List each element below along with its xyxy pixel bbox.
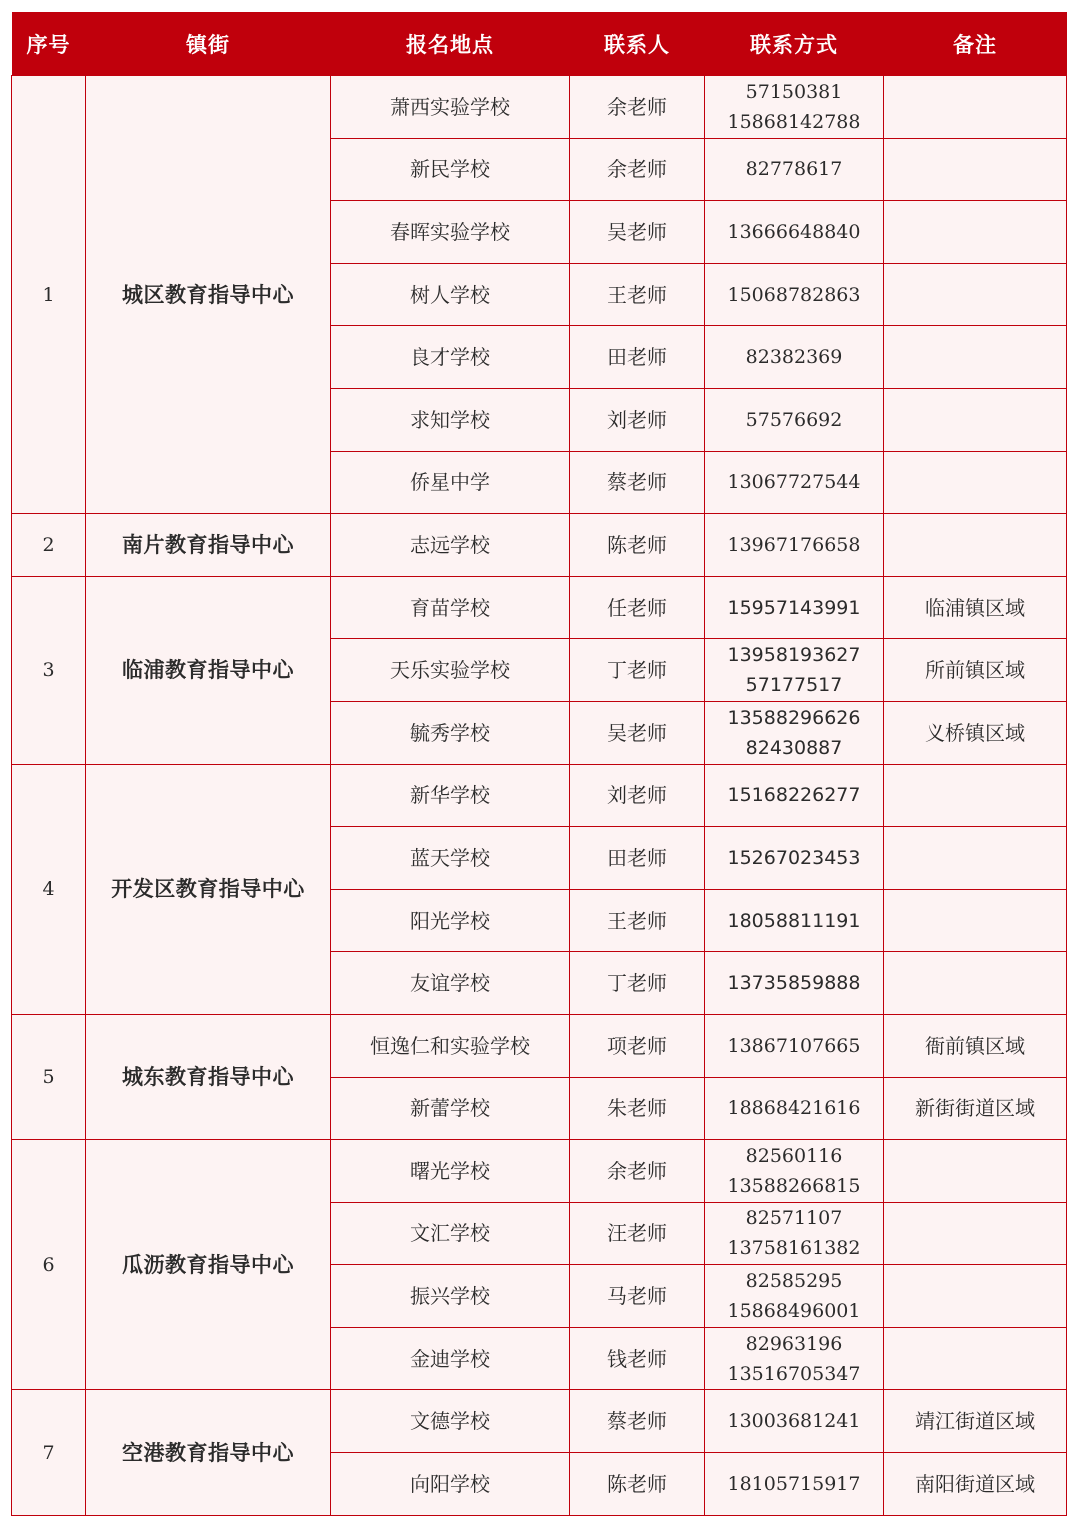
row-index: 7 [12,1390,86,1515]
contact-cell: 王老师 [570,263,705,326]
phone-cell [705,451,884,514]
contact-cell: 余老师 [570,76,705,139]
note-cell [884,388,1067,451]
contact-cell: 蔡老师 [570,1390,705,1453]
school-cell: 天乐实验学校 [331,639,570,702]
phone-number: 82585295 [745,1270,843,1293]
school-cell: 春晖实验学校 [331,201,570,264]
school-cell: 志远学校 [331,514,570,577]
phone-number: 15868142788 [727,110,861,133]
phone-cell [705,889,884,952]
phone-cell [705,326,884,389]
note-cell [884,889,1067,952]
phone-number: 15957143991 [727,596,861,619]
note-cell [884,952,1067,1015]
phone-cell [705,1327,884,1390]
phone-number: 15868496001 [727,1300,861,1323]
phone-cell [705,1014,884,1077]
phone-cell [705,639,884,702]
school-cell: 金迪学校 [331,1327,570,1390]
note-cell: 所前镇区域 [884,639,1067,702]
contact-cell: 刘老师 [570,764,705,827]
town-cell: 城东教育指导中心 [86,1014,331,1139]
contact-cell: 吴老师 [570,701,705,764]
school-cell: 树人学校 [331,263,570,326]
school-cell: 萧西实验学校 [331,76,570,139]
phone-cell [705,76,884,139]
phone-number: 13867107665 [727,1034,861,1057]
phone-number: 57576692 [745,408,843,431]
phone-number: 82963196 [745,1332,843,1355]
note-cell [884,201,1067,264]
table-header [12,12,1067,76]
note-cell: 衙前镇区域 [884,1014,1067,1077]
phone-number: 13067727544 [727,471,861,494]
phone-number: 13588266815 [727,1174,861,1197]
table-row [12,764,1067,827]
contact-cell: 王老师 [570,889,705,952]
phone-number: 18105715917 [727,1472,861,1495]
row-index: 6 [12,1140,86,1390]
contact-cell: 马老师 [570,1265,705,1328]
phone-cell [705,1265,884,1328]
contact-cell: 汪老师 [570,1202,705,1265]
phone-number: 18868421616 [727,1097,861,1120]
town-cell: 南片教育指导中心 [86,514,331,577]
phone-cell [705,1453,884,1516]
contact-cell: 钱老师 [570,1327,705,1390]
header-phone: 联系方式 [705,12,884,76]
school-cell: 新民学校 [331,138,570,201]
phone-cell [705,1140,884,1203]
table-row [12,1140,1067,1203]
school-cell: 振兴学校 [331,1265,570,1328]
contact-cell: 项老师 [570,1014,705,1077]
contact-cell: 吴老师 [570,201,705,264]
note-cell: 靖江街道区域 [884,1390,1067,1453]
phone-cell [705,576,884,639]
note-cell: 临浦镇区域 [884,576,1067,639]
note-cell [884,514,1067,577]
contact-cell: 田老师 [570,827,705,890]
phone-number: 13967176658 [727,533,861,556]
contact-cell: 丁老师 [570,952,705,1015]
phone-number: 15168226277 [727,784,861,807]
phone-number: 82430887 [745,736,843,759]
row-index: 2 [12,514,86,577]
table-row [12,76,1067,139]
header-location: 报名地点 [331,12,570,76]
phone-cell [705,1202,884,1265]
town-cell: 城区教育指导中心 [86,76,331,514]
phone-number: 82382369 [745,346,843,369]
school-cell: 新华学校 [331,764,570,827]
school-cell: 求知学校 [331,388,570,451]
note-cell [884,326,1067,389]
note-cell [884,76,1067,139]
contact-cell: 余老师 [570,138,705,201]
contact-cell: 田老师 [570,326,705,389]
table-row [12,576,1067,639]
header-town: 镇街 [86,12,331,76]
phone-cell [705,1077,884,1140]
note-cell [884,827,1067,890]
school-cell: 新蕾学校 [331,1077,570,1140]
contact-cell: 蔡老师 [570,451,705,514]
phone-number: 15267023453 [727,846,861,869]
phone-number: 82778617 [745,158,843,181]
phone-number: 82560116 [745,1144,843,1167]
contact-cell: 陈老师 [570,1453,705,1516]
school-cell: 文德学校 [331,1390,570,1453]
school-cell: 文汇学校 [331,1202,570,1265]
note-cell [884,263,1067,326]
table-body [12,76,1067,1516]
header-contact: 联系人 [570,12,705,76]
phone-cell [705,952,884,1015]
school-cell: 曙光学校 [331,1140,570,1203]
table-row [12,1390,1067,1453]
phone-cell [705,201,884,264]
school-cell: 育苗学校 [331,576,570,639]
phone-cell [705,764,884,827]
contact-cell: 任老师 [570,576,705,639]
contact-cell: 朱老师 [570,1077,705,1140]
school-cell: 阳光学校 [331,889,570,952]
phone-cell [705,514,884,577]
row-index: 1 [12,76,86,514]
phone-number: 13666648840 [727,220,861,243]
note-cell [884,138,1067,201]
note-cell [884,451,1067,514]
phone-number: 57150381 [745,80,843,103]
row-index: 4 [12,764,86,1014]
town-cell: 瓜沥教育指导中心 [86,1140,331,1390]
phone-cell [705,388,884,451]
school-cell: 友谊学校 [331,952,570,1015]
school-cell: 良才学校 [331,326,570,389]
town-cell: 临浦教育指导中心 [86,576,331,764]
town-cell: 空港教育指导中心 [86,1390,331,1515]
phone-number: 13735859888 [727,972,861,995]
school-cell: 毓秀学校 [331,701,570,764]
table-row [12,1014,1067,1077]
note-cell: 南阳街道区域 [884,1453,1067,1516]
phone-cell [705,138,884,201]
phone-number: 13003681241 [727,1410,861,1433]
header-index: 序号 [12,12,86,76]
note-cell [884,1327,1067,1390]
contact-cell: 刘老师 [570,388,705,451]
table-row [12,514,1067,577]
phone-number: 18058811191 [727,909,861,932]
school-cell: 侨星中学 [331,451,570,514]
phone-number: 13516705347 [727,1362,861,1385]
school-cell: 向阳学校 [331,1453,570,1516]
phone-number: 57177517 [745,674,843,697]
phone-cell [705,701,884,764]
town-cell: 开发区教育指导中心 [86,764,331,1014]
header-note: 备注 [884,12,1067,76]
phone-cell [705,263,884,326]
note-cell [884,1140,1067,1203]
contact-cell: 余老师 [570,1140,705,1203]
phone-cell [705,1390,884,1453]
phone-number: 82571107 [745,1207,843,1230]
phone-number: 15068782863 [727,283,861,306]
school-cell: 蓝天学校 [331,827,570,890]
phone-number: 13758161382 [727,1237,861,1260]
header-row [12,12,1067,76]
contact-cell: 丁老师 [570,639,705,702]
phone-cell [705,827,884,890]
phone-number: 13588296626 [727,706,861,729]
note-cell: 新街街道区域 [884,1077,1067,1140]
row-index: 5 [12,1014,86,1139]
contact-cell: 陈老师 [570,514,705,577]
row-index: 3 [12,576,86,764]
note-cell: 义桥镇区域 [884,701,1067,764]
note-cell [884,1265,1067,1328]
registration-table [11,12,1067,1516]
note-cell [884,764,1067,827]
note-cell [884,1202,1067,1265]
phone-number: 13958193627 [727,644,861,667]
school-cell: 恒逸仁和实验学校 [331,1014,570,1077]
